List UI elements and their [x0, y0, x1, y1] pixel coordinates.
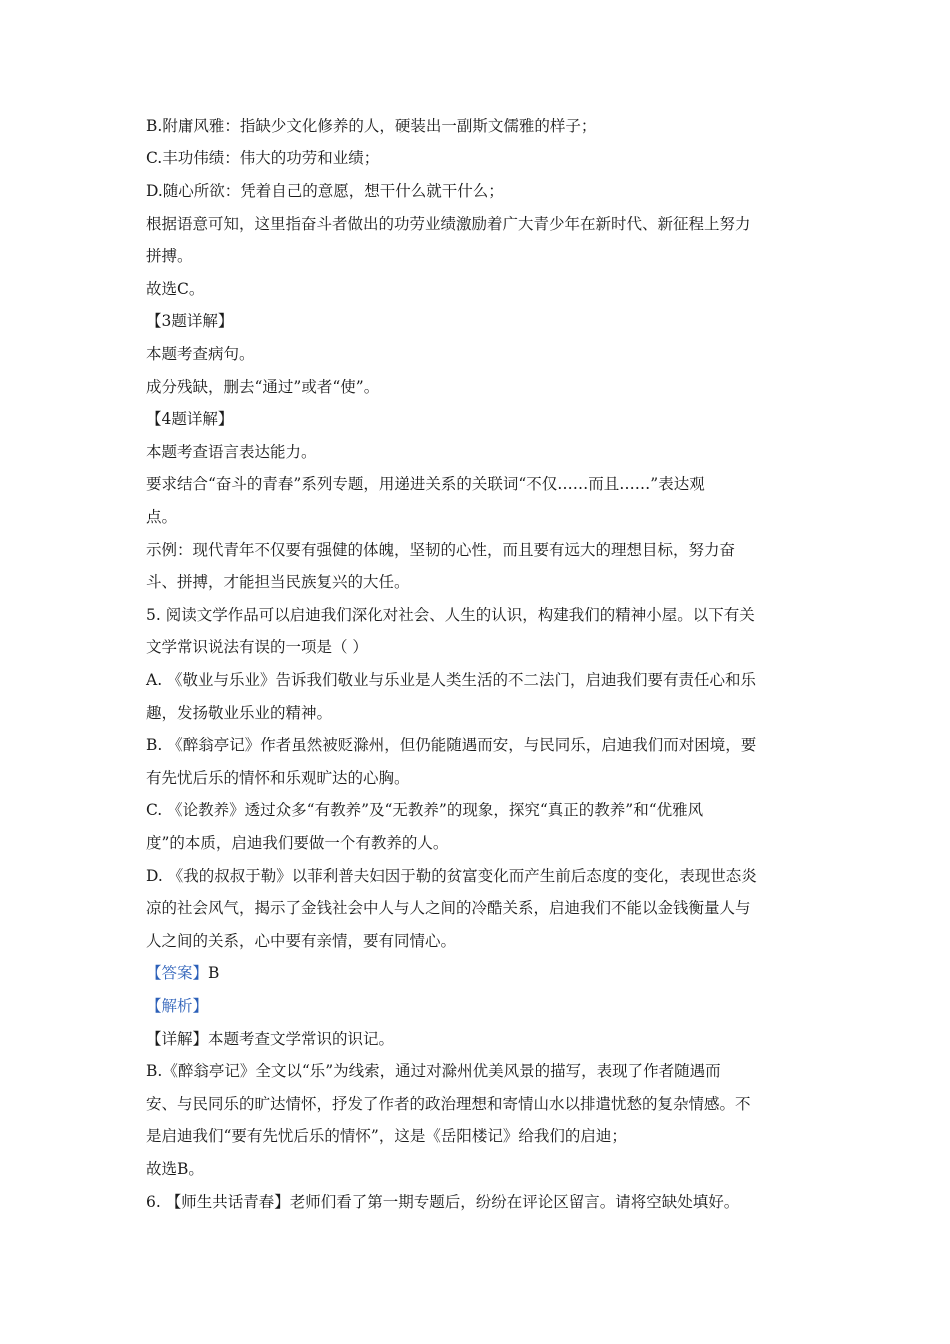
- text-line: C.丰功伟绩：伟大的功劳和业绩；: [146, 149, 380, 167]
- text-line: 安、与民同乐的旷达情怀，抒发了作者的政治理想和寄情山水以排遣忧愁的复杂情感。不: [146, 1095, 751, 1113]
- text-line: 【详解】本题考查文学常识的识记。: [146, 1030, 395, 1048]
- text-line: 根据语意可知，这里指奋斗者做出的功劳业绩激励着广大青少年在新时代、新征程上努力: [146, 215, 751, 233]
- text-line: 本题考查语言表达能力。: [146, 443, 317, 461]
- text-line: B.《醉翁亭记》全文以“乐”为线索，通过对滁州优美风景的描写，表现了作者随遇而: [146, 1062, 721, 1080]
- answer-line: [146, 963, 810, 983]
- question-stem: 5. 阅读文学作品可以启迪我们深化对社会、人生的认识，构建我们的精神小屋。以下有关: [146, 606, 755, 624]
- text-line: D.随心所欲：凭着自己的意愿，想干什么就干什么；: [146, 182, 504, 200]
- text-line: 故选C。: [146, 280, 205, 298]
- text-line: B.附庸风雅：指缺少文化修养的人，硬装出一副斯文儒雅的样子；: [146, 117, 597, 135]
- text-line: 是启迪我们“要有先忧后乐的情怀”，这是《岳阳楼记》给我们的启迪；: [146, 1127, 627, 1145]
- text-line: 成分残缺，删去“通过”或者“使”。: [146, 378, 380, 396]
- text-line: 本题考查病句。: [146, 345, 255, 363]
- text-line: 拼搏。: [146, 247, 193, 265]
- text-line: 要求结合“奋斗的青春”系列专题，用递进关系的关联词“不仅……而且……”表达观: [146, 475, 705, 493]
- section-heading: 【3题详解】: [146, 312, 234, 330]
- text-line: 点。: [146, 508, 178, 526]
- question-stem: 6. 【师生共话青春】老师们看了第一期专题后，纷纷在评论区留言。请将空缺处填好。: [146, 1193, 740, 1211]
- option-c: C. 《论教养》透过众多“有教养”及“无教养”的现象，探究“真正的教养”和“优雅风: [146, 801, 704, 819]
- option-d: D. 《我的叔叔于勒》以菲利普夫妇因于勒的贫富变化而产生前后态度的变化，表现世态炎: [146, 867, 757, 885]
- section-heading: 【4题详解】: [146, 410, 234, 428]
- text-line: 示例：现代青年不仅要有强健的体魄，坚韧的心性，而且要有远大的理想目标，努力奋: [146, 541, 736, 559]
- option-b: B. 《醉翁亭记》作者虽然被贬滁州，但仍能随遇而安，与民同乐，启迪我们而对困境，要: [146, 736, 757, 754]
- text-line: 故选B。: [146, 1160, 204, 1178]
- option-b: 有先忧后乐的情怀和乐观旷达的心胸。: [146, 769, 410, 787]
- answer-label: 【答案】: [146, 964, 209, 982]
- text-line: 斗、拼搏，才能担当民族复兴的大任。: [146, 573, 410, 591]
- option-a: A. 《敬业与乐业》告诉我们敬业与乐业是人类生活的不二法门，启迪我们要有责任心和乐: [146, 671, 757, 689]
- option-d: 凉的社会风气，揭示了金钱社会中人与人之间的冷酷关系，启迪我们不能以金钱衡量人与: [146, 899, 751, 917]
- analysis-label: 【解析】: [146, 997, 209, 1015]
- answer-value: B: [208, 964, 220, 982]
- option-a: 趣，发扬敬业乐业的精神。: [146, 704, 333, 722]
- question-stem: 文学常识说法有误的一项是（ ）: [146, 638, 368, 656]
- option-d: 人之间的关系，心中要有亲情，要有同情心。: [146, 932, 457, 950]
- option-c: 度”的本质，启迪我们要做一个有教养的人。: [146, 834, 449, 852]
